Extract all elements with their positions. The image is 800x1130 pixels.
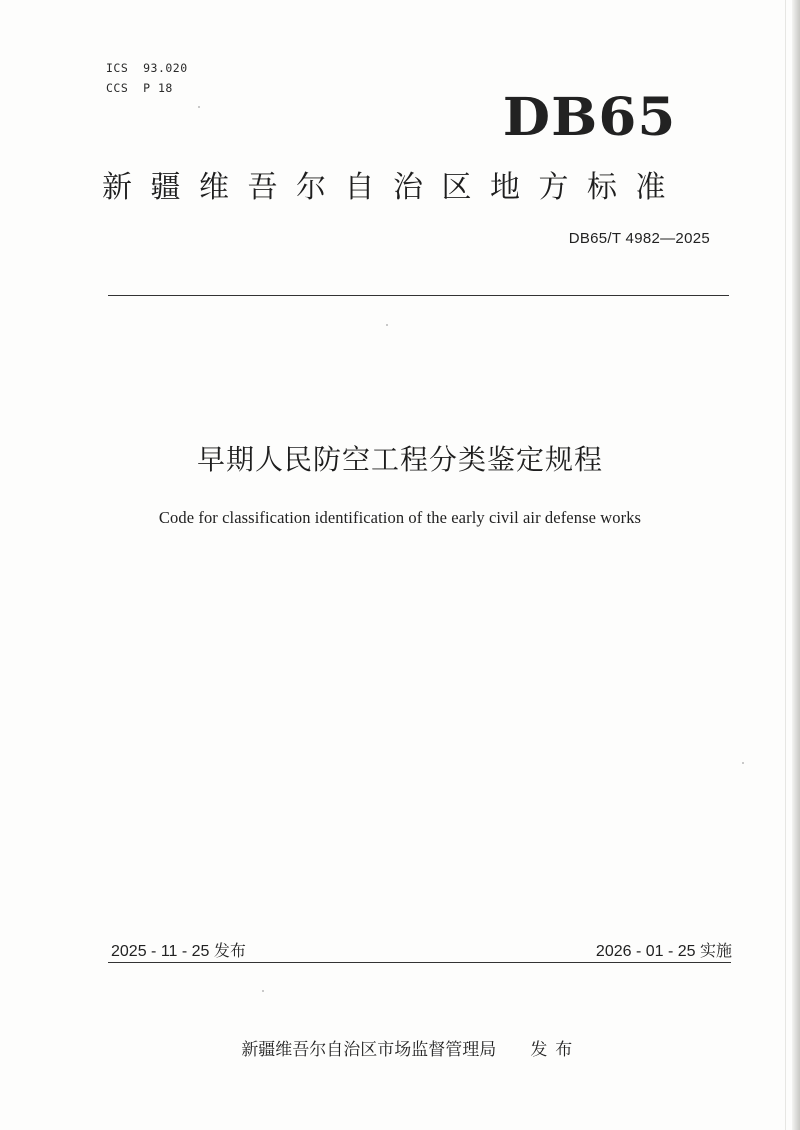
scan-edge-line [785, 0, 786, 1130]
scan-speck [386, 324, 388, 326]
scan-edge [792, 0, 800, 1130]
standard-type-heading: 新疆维吾尔自治区地方标准 [102, 170, 684, 205]
implementation-date: 2026 - 01 - 25 实施 [595, 943, 732, 960]
db65-logo: DB65 [502, 87, 676, 148]
bottom-divider [108, 962, 731, 963]
issue-action: 发布 [530, 1040, 581, 1060]
document-title-chinese: 早期人民防空工程分类鉴定规程 [196, 443, 603, 476]
standard-number: DB65/T 4982—2025 [568, 230, 710, 247]
scan-speck [262, 990, 264, 992]
issue-date: 2025 - 11 - 25 发布 [111, 943, 246, 960]
issuer-line [0, 1015, 800, 1080]
scan-speck [742, 762, 744, 764]
document-title-english: Code for classification identification of the early civil air defense works [158, 508, 642, 527]
ics-code: ICS 93.020 [106, 61, 188, 75]
scan-speck [198, 106, 200, 108]
issuing-authority: 新疆维吾尔自治区市场监督管理局 [241, 1040, 497, 1060]
top-divider [108, 295, 729, 296]
ccs-code: CCS P 18 [106, 81, 173, 95]
classification-codes [106, 58, 188, 98]
